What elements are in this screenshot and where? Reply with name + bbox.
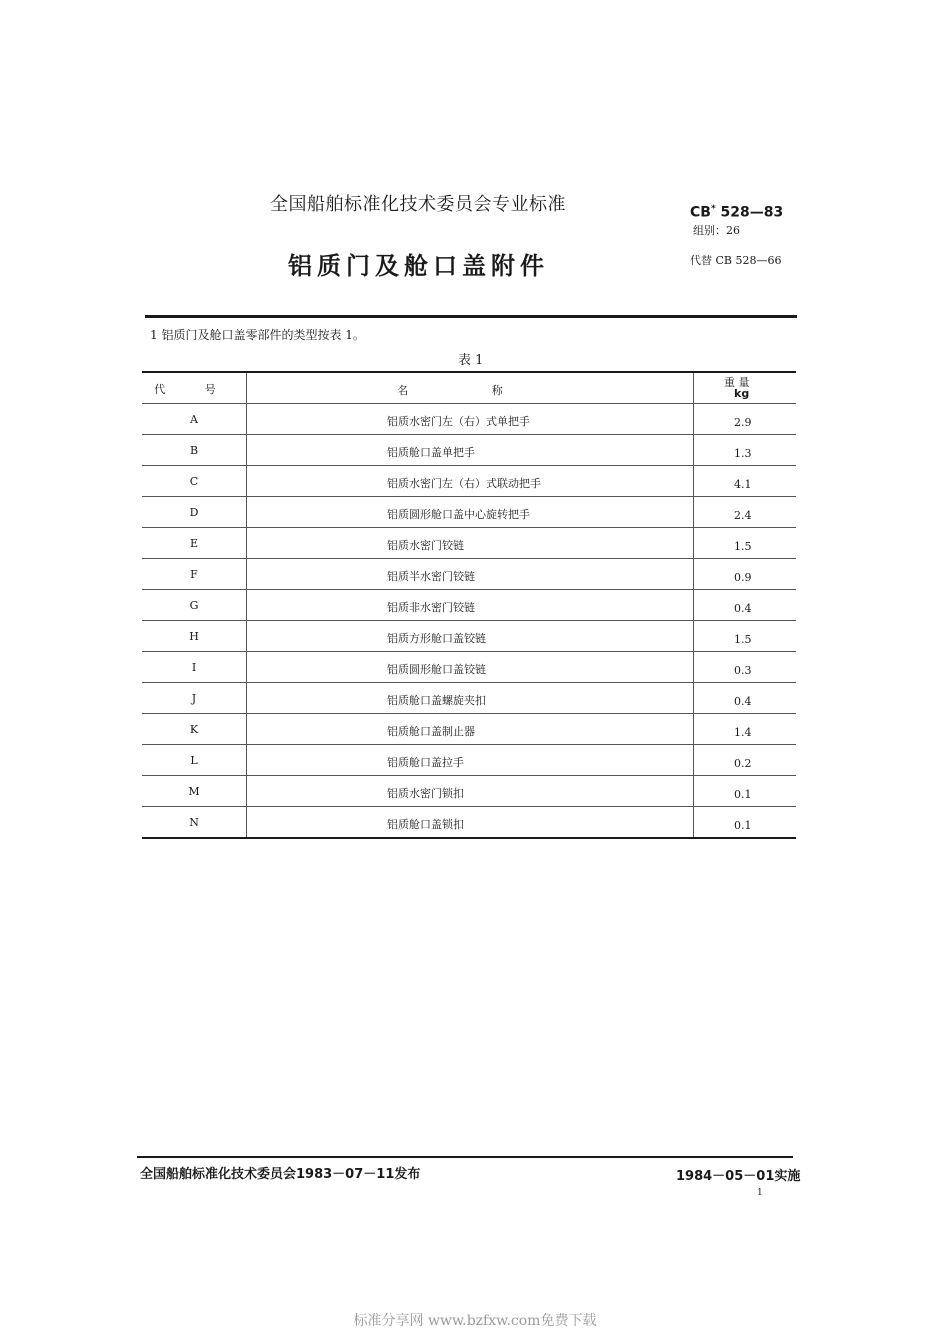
table-row [142,621,796,652]
row-code: E [189,537,199,550]
table-row [142,466,796,497]
table-row [142,528,796,559]
row-name: 铝质舱口盖螺旋夹扣 [246,683,694,713]
top-divider [145,315,797,318]
table-row [142,745,796,776]
table-row [142,683,796,714]
row-name: 铝质圆形舱口盖铰链 [246,652,694,682]
row-name: 铝质水密门铰链 [246,528,694,558]
page-number: 1 [757,1188,763,1198]
row-name: 铝质半水密门铰链 [246,559,694,589]
row-name: 铝质舱口盖拉手 [246,745,694,775]
row-code: D [189,506,199,519]
table-row [142,807,796,839]
header-name: 名 称 [246,373,694,403]
replaces-label: 代替 CB 528—66 [690,254,782,267]
table-row [142,652,796,683]
table-row [142,559,796,590]
row-code: L [190,754,198,767]
table-row [142,776,796,807]
standard-star: * [710,204,716,214]
row-weight: 1.4 [734,726,752,739]
row-weight: 1.5 [734,540,752,553]
table-row [142,404,796,435]
header-weight [694,373,796,403]
table-row [142,714,796,745]
row-name: 铝质方形舱口盖铰链 [246,621,694,651]
site-watermark: 标准分享网 www.bzfxw.com免费下载 [353,1313,597,1329]
parts-table [142,371,796,839]
row-name: 铝质非水密门铰链 [246,590,694,620]
table-row [142,590,796,621]
header-weight-unit: kg [734,387,750,400]
row-name: 铝质水密门锁扣 [246,776,694,806]
row-name: 铝质水密门左（右）式单把手 [246,404,694,434]
table-row [142,497,796,528]
row-name: 铝质水密门左（右）式联动把手 [246,466,694,496]
row-code: A [190,413,198,426]
row-weight: 0.3 [734,664,752,677]
row-code: I [191,661,197,674]
row-code: K [189,723,199,736]
row-weight: 0.4 [734,602,752,615]
row-weight: 0.4 [734,695,752,708]
table-body [142,404,796,839]
header-code: 代 号 [154,383,234,396]
row-code: N [189,816,199,829]
row-code: G [189,599,199,612]
row-code: M [188,785,200,798]
standard-code: 528—83 [720,204,784,221]
row-code: F [190,568,198,581]
clause-1: 1 铝质门及舱口盖零部件的类型按表 1。 [150,328,365,342]
row-code: B [189,444,199,457]
row-name: 铝质舱口盖单把手 [246,435,694,465]
row-weight: 0.1 [734,819,752,832]
document-title: 铝质门及舱口盖附件 [288,252,549,280]
row-weight: 1.3 [734,447,752,460]
row-weight: 4.1 [734,478,752,491]
issuing-organization: 全国船舶标准化技术委员会专业标准 [270,194,566,215]
bottom-divider [137,1156,793,1158]
row-name: 铝质舱口盖制止器 [246,714,694,744]
row-weight: 2.4 [734,509,752,522]
standard-prefix: CB [690,204,711,221]
header-weight-label: 重 量 [724,376,750,389]
row-weight: 1.5 [734,633,752,646]
row-name: 铝质圆形舱口盖中心旋转把手 [246,497,694,527]
table-header-row [142,373,796,404]
table-row [142,435,796,466]
effective-date: 1984－05－01实施 [676,1169,801,1184]
row-code: C [189,475,199,488]
group-label: 组别：26 [693,224,740,237]
row-weight: 0.2 [734,757,752,770]
row-weight: 0.9 [734,571,752,584]
row-code: H [189,630,199,643]
standard-number [690,204,783,221]
row-weight: 0.1 [734,788,752,801]
table-caption: 表 1 [458,353,484,368]
row-code: J [191,692,197,705]
row-name: 铝质舱口盖锁扣 [246,807,694,837]
row-weight: 2.9 [734,416,752,429]
issued-date: 全国船舶标准化技术委员会1983－07－11发布 [140,1167,421,1182]
